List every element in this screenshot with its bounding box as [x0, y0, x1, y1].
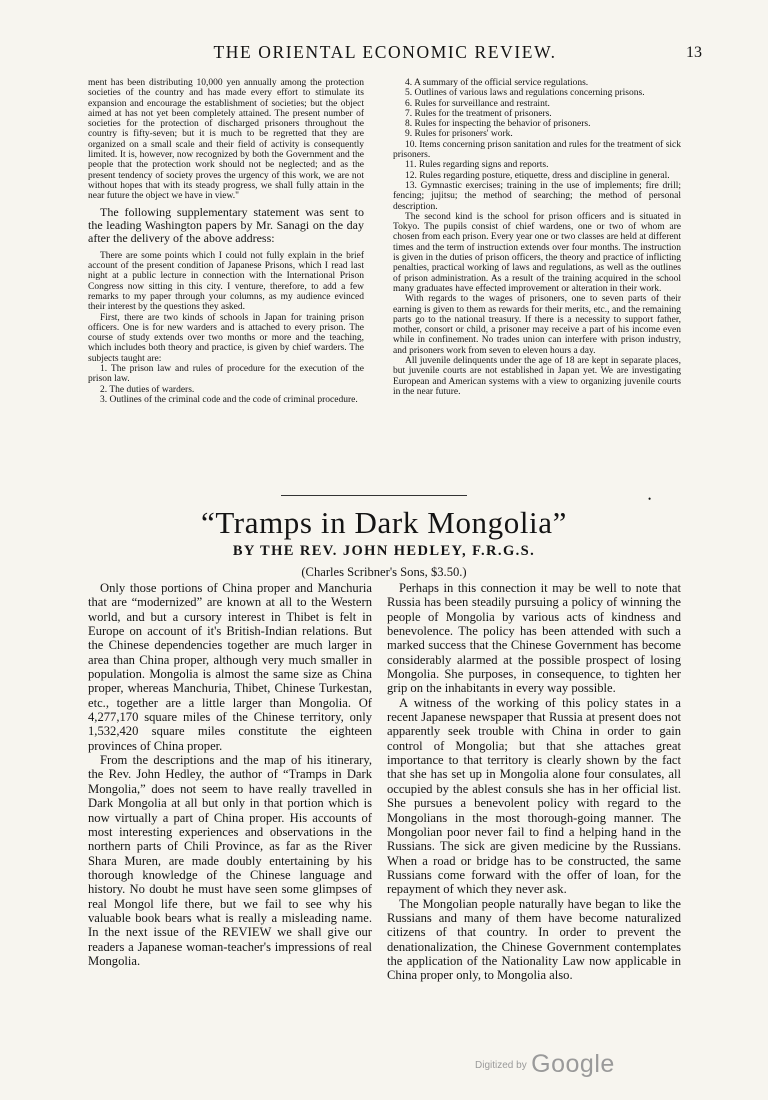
subject-list-item: 13. Gymnastic exercises; training in the use of implements; fire drill; fencing; jujitsu; the method of searching; the method of personal description.	[393, 180, 681, 212]
review-paragraph: Only those portions of China proper and Manchuria that are “modernized” are known at all to the Western world, and but a cursory interest in Thibet is felt in Europe on account of it's British-Indian relations. But the Chinese dependencies together are much larger in area than China proper, although very much smaller in population. Mongolia is almost the same size as China proper, whereas Manchuria, Thibet, Chinese Turkestan, etc., together are a little larger than Mongolia. Of 4,277,170 square miles of the Chinese territory, only 1,532,420 square miles constitute the eighteen provinces of China proper.	[88, 581, 372, 753]
prisoner-wages-paragraph: With regards to the wages of prisoners, one to seven parts of their earning is given to them as rewards for their merits, etc., and the remaining parts go to the national treasury. If there is a necessity to support father, mother, consort or child, a prisoner may receive a part of his income even while in confinement. No trades union can interfere with prison industry, and prisoners work from seven to eleven hours a day.	[393, 294, 681, 356]
subject-list-item: 7. Rules for the treatment of prisoners.	[405, 108, 552, 119]
upper-right-column	[393, 78, 681, 397]
review-paragraph: Perhaps in this connection it may be well to note that Russia has been steadily pursuing a policy of winning the people of Mongolia by various acts of kindness and benevolence. The policy has been attended with such a marked success that the Chinese Government has become considerably alarmed at the possible prospect of losing Mongolia. She purposes, in consequence, to tighten her grip on the inhabitants in every way possible.	[387, 581, 681, 696]
statement-paragraph: There are some points which I could not fully explain in the brief account of the present condition of Japanese Prisons, which I read last night at a public lecture in connection with the International Prison Congress now sitting in this city. I venture, therefore, to add a few remarks to my paper through your columns, as my audience evinced their interest by the questions they asked.	[88, 250, 364, 313]
digitized-watermark	[475, 1050, 615, 1079]
report-quote-paragraph: ment has been distributing 10,000 yen annually among the protection societies of the country and has made every effort to stimulate its expansion and encourage the establishment of societies; but the object aimed at has not yet been completely attained. The present number of societies for the protection of discharged prisoners throughout the country is fifty-seven; but it is much to be regretted that they are organized on a small scale and their field of activity is consequently limited. It is, however, now recognized by both the Government and the people that the protection work should not be neglected; and as the present tendency of society proves the urgency of this work, we are not without hopes that with its steady progress, we shall fully attain in the near future the object we have in view."	[88, 78, 364, 202]
review-paragraph: From the descriptions and the map of his itinerary, the Rev. John Hedley, the author of “Tramps in Dark Mongolia,” does not seem to have really travelled in Dark Mongolia at all but only in that portion which is now virtually a part of China proper. His accounts of most interesting experiences and observations in the northern parts of Chili Province, as far as the River Shara Muren, are made doubly entertaining by his thorough knowledge of the Chinese language and history. No doubt he must have seen some glimpses of real Mongol life there, but we fail to see why his valuable book bears what is really a misleading name. In the next issue of the REVIEW we shall give our readers a Japanese woman-teacher's impressions of real Mongolia.	[88, 753, 372, 968]
subject-list-item: 9. Rules for prisoners' work.	[405, 129, 513, 140]
statement-paragraph: First, there are two kinds of schools in Japan for training prison officers. One is for new warders and is attached to every prison. The course of study extends over two months or more and the teaching, which includes both theory and practice, is given by chief warders. The subjects taught are:	[88, 312, 364, 364]
google-logo: Google	[531, 1050, 615, 1078]
lower-left-column	[88, 581, 372, 968]
subject-list-item: 12. Rules regarding posture, etiquette, dress and discipline in general.	[405, 170, 670, 181]
review-paragraph: A witness of the working of this policy states in a recent Japanese newspaper that Russia at present does not apparently seek trouble with China in order to gain control of Mongolia; but that she attaches great importance to that territory is clearly shown by the fact that she has set up in Mongolia alone four consulates, all occupied by the ablest consuls she has in her official list. She pursues a benevolent policy with regard to the Mongolians in the most thorough-going manner. The Mongolian poor never fail to find a helping hand in the Russians. The sick are given medicine by the Russians. When a road or bridge has to be constructed, the same Russians come forward with the offer of loan, for the repayment of which they never ask.	[387, 695, 681, 897]
subject-list-item: 1. The prison law and rules of procedure for the execution of the prison law.	[88, 364, 364, 385]
subject-list-item: 3. Outlines of the criminal code and the code of criminal procedure.	[100, 394, 358, 405]
article-publisher: (Charles Scribner's Sons, $3.50.)	[301, 565, 467, 579]
subject-list-item: 2. The duties of warders.	[100, 384, 195, 395]
subject-list-item: 11. Rules regarding signs and reports.	[405, 160, 549, 171]
subject-list-item: 8. Rules for inspecting the behavior of prisoners.	[405, 119, 591, 130]
officer-school-paragraph: The second kind is the school for prison officers and is situated in Tokyo. The pupils consist of chief wardens, one or two of whom are chosen from each prison. Every year one or two classes are held at different times and the term of instruction extends over four months. The instruction is given in the duties of prison officers, the theory and practice of inflicting penalties, practical working of laws and regulations, as well as the outlines of prison administration. As a result of the training acquired in the school many graduates have effected improvement or alteration in their work.	[393, 211, 681, 294]
review-paragraph: The Mongolian people naturally have began to like the Russians and many of them have become naturalized citizens of that country. In order to prevent the denationalization, the Chinese Government contemplates the application of the Nationality Law now applicable in China proper only, to Mongolia also.	[387, 896, 681, 983]
subject-list-item: 5. Outlines of various laws and regulations concerning prisons.	[405, 88, 645, 99]
juvenile-courts-paragraph: All juvenile delinquents under the age of 18 are kept in separate places, but juvenile courts are not established in Japan yet. We are investigating European and American systems with a view to organizing juvenile courts in the near future.	[393, 356, 681, 397]
statement-intro-paragraph: The following supplementary statement was sent to the leading Washington papers by Mr. Sanagi on the day after the delivery of the above address:	[88, 204, 364, 246]
lower-right-column	[387, 581, 681, 983]
article-byline: BY THE REV. JOHN HEDLEY, F.R.G.S.	[232, 543, 536, 559]
subject-list-item: 4. A summary of the official service regulations.	[405, 78, 589, 88]
upper-left-column	[88, 78, 364, 405]
section-divider	[281, 495, 467, 496]
page-number: 13	[686, 44, 702, 61]
subject-list-item: 10. Items concerning prison sanitation and rules for the treatment of sick prisoners.	[393, 139, 681, 161]
running-head: THE ORIENTAL ECONOMIC REVIEW.	[213, 42, 557, 62]
stray-mark: •	[648, 494, 652, 504]
article-title: “Tramps in Dark Mongolia”	[200, 505, 567, 540]
watermark-lead: Digitized by	[475, 1060, 527, 1071]
subject-list-item: 6. Rules for surveillance and restraint.	[405, 98, 550, 109]
